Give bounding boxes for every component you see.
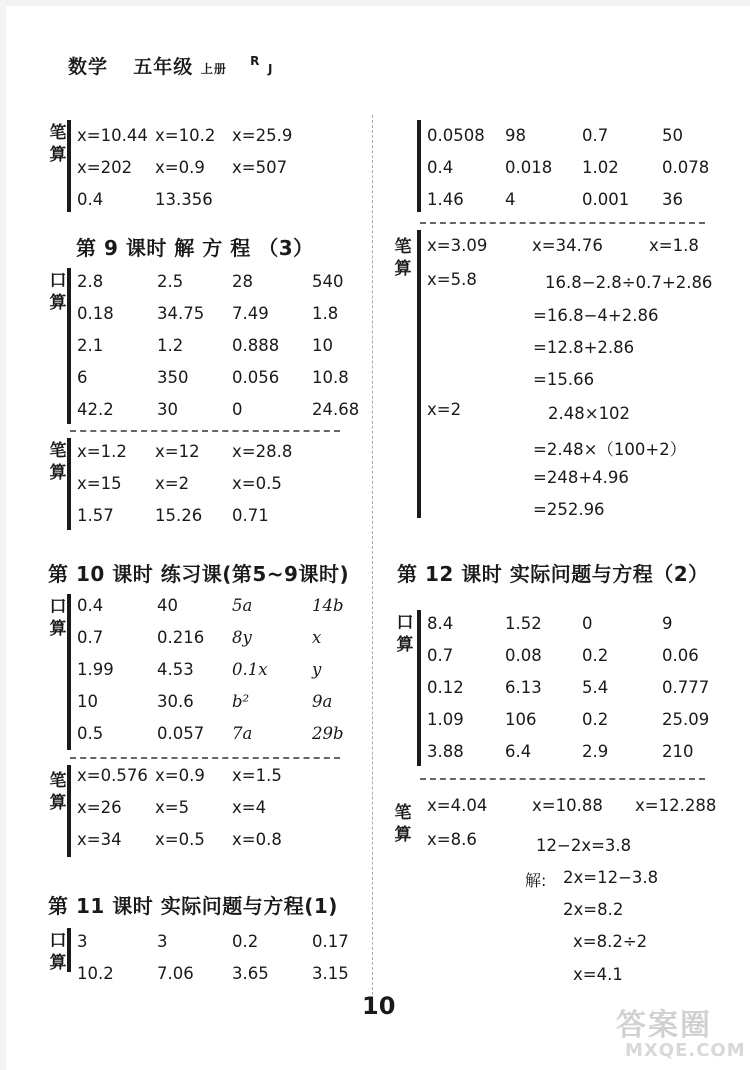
grid-cell: x=4 <box>232 798 267 817</box>
bisuan-row <box>427 230 717 262</box>
grid-cell: 0.001 <box>582 190 630 209</box>
grid-cell: x=0.576 <box>77 766 148 785</box>
calc-line: =252.96 <box>533 500 605 519</box>
grid-cell: 4.53 <box>157 660 194 679</box>
section-divider <box>420 778 705 780</box>
grid-cell: 0.4 <box>427 158 454 177</box>
grid-cell: 1.52 <box>505 614 542 633</box>
grid-cell: x=12 <box>155 442 200 461</box>
grid-cell: x=202 <box>77 158 133 177</box>
lesson-10-title: 第 10 课时 练习课(第5~9课时) <box>48 562 350 586</box>
grid-cell: 1.02 <box>582 158 619 177</box>
section-divider <box>70 430 340 432</box>
section-bar <box>417 230 421 518</box>
equation-line: 12−2x=3.8 <box>536 836 632 855</box>
section-bar <box>67 268 71 424</box>
label-kousuan: 口算 <box>396 613 414 655</box>
grid-cell: 5.4 <box>582 678 609 697</box>
grid-cell: 25.09 <box>662 710 710 729</box>
grid-cell: 0.7 <box>582 126 609 145</box>
answer-x86: x=8.6 <box>427 830 477 849</box>
label-bisuan: 笔算 <box>49 771 67 813</box>
grid-cell: 0.2 <box>582 710 609 729</box>
grid-cell: x=12.288 <box>635 796 717 815</box>
grid-cell: 0.2 <box>582 646 609 665</box>
section-bar <box>417 610 421 766</box>
grid-cell: 34.75 <box>157 304 205 323</box>
label-kousuan: 口算 <box>49 931 67 973</box>
grid-cell: 1.99 <box>77 660 114 679</box>
grid-cell: 540 <box>312 272 344 291</box>
grid-cell: x=0.9 <box>155 158 205 177</box>
grid-cell: 6.4 <box>505 742 532 761</box>
grid-cell: 50 <box>662 126 683 145</box>
grid-cell: x=5 <box>155 798 190 817</box>
grid-cell: 2.9 <box>582 742 609 761</box>
grid-cell: 42.2 <box>77 400 114 419</box>
watermark-url: MXQE.COM <box>625 1040 746 1061</box>
grid-cell: 2.5 <box>157 272 184 291</box>
lesson-11-title: 第 11 课时 实际问题与方程(1) <box>48 894 338 918</box>
grid-cell: b² <box>232 692 250 711</box>
grid-cell: 0.4 <box>77 596 104 615</box>
grid-cell: 0.777 <box>662 678 710 697</box>
bisuan-row <box>427 790 727 822</box>
grid-cell: 36 <box>662 190 683 209</box>
grid-cell: 106 <box>505 710 537 729</box>
grid-cell: x=28.8 <box>232 442 293 461</box>
grid-cell: 0.4 <box>77 190 104 209</box>
grid-cell: x=507 <box>232 158 288 177</box>
grid-cell: 1.09 <box>427 710 464 729</box>
grid-cell: x=34.76 <box>532 236 603 255</box>
grid-cell: 0.2 <box>232 932 259 951</box>
section-bar <box>67 765 71 857</box>
grid-cell: x=0.8 <box>232 830 282 849</box>
grid-cell: 9a <box>312 692 333 711</box>
calc-line: =12.8+2.86 <box>533 338 635 357</box>
section-bar <box>67 594 71 750</box>
grid-cell: 40 <box>157 596 178 615</box>
grid-cell: 10 <box>312 336 333 355</box>
grid-cell: 28 <box>232 272 253 291</box>
lesson-12-title: 第 12 课时 实际问题与方程（2） <box>397 562 709 586</box>
grid-cell: 10 <box>77 692 98 711</box>
grid-cell: 0 <box>232 400 243 419</box>
grid-cell: 98 <box>505 126 526 145</box>
header-subject: 数学 <box>68 56 109 78</box>
section-bar <box>67 120 71 212</box>
grid-cell: x=3.09 <box>427 236 488 255</box>
solution-step: 2x=12−3.8 <box>563 868 659 887</box>
answer-x2: x=2 <box>427 400 462 419</box>
grid-cell: 0.216 <box>157 628 205 647</box>
grid-cell: 0.06 <box>662 646 699 665</box>
grid-cell: 1.8 <box>312 304 339 323</box>
grid-cell: 350 <box>157 368 189 387</box>
grid-cell: 0.08 <box>505 646 542 665</box>
grid-cell: 0.7 <box>427 646 454 665</box>
calc-line: =2.48×（100+2） <box>533 440 687 459</box>
grid-cell: 1.2 <box>157 336 184 355</box>
grid-cell: 3 <box>77 932 88 951</box>
grid-cell: 210 <box>662 742 694 761</box>
header-edition-j: J <box>268 62 274 76</box>
label-bisuan: 笔算 <box>49 441 67 483</box>
grid-cell: 0.71 <box>232 506 269 525</box>
grid-cell: 1.57 <box>77 506 114 525</box>
grid-cell: 29b <box>312 724 344 743</box>
grid-cell: y <box>312 660 322 679</box>
solution-step: 2x=8.2 <box>563 900 624 919</box>
solution-label: 解: <box>525 871 547 890</box>
grid-cell: x <box>312 628 322 647</box>
grid-cell: 13.356 <box>155 190 213 209</box>
page-header <box>68 52 274 79</box>
grid-cell: 0.1x <box>232 660 268 679</box>
page-number: 10 <box>362 992 396 1020</box>
grid-cell: x=0.9 <box>155 766 205 785</box>
grid-cell: 30.6 <box>157 692 194 711</box>
grid-cell: x=0.5 <box>232 474 282 493</box>
calc-line: 2.48×102 <box>548 404 631 423</box>
grid-cell: 10.2 <box>77 964 114 983</box>
grid-cell: 6 <box>77 368 88 387</box>
grid-cell: 15.26 <box>155 506 203 525</box>
grid-cell: 3 <box>157 932 168 951</box>
grid-cell: x=10.2 <box>155 126 216 145</box>
grid-cell: 7.49 <box>232 304 269 323</box>
grid-cell: 4 <box>505 190 516 209</box>
grid-cell: 14b <box>312 596 344 615</box>
section-bar <box>67 928 71 972</box>
header-volume: 上册 <box>200 62 227 76</box>
grid-cell: 3.15 <box>312 964 349 983</box>
grid-cell: 5a <box>232 596 253 615</box>
grid-cell: 10.8 <box>312 368 349 387</box>
answer-x58: x=5.8 <box>427 270 477 289</box>
label-kousuan: 口算 <box>49 271 67 313</box>
grid-cell: 0.018 <box>505 158 553 177</box>
grid-cell: 24.68 <box>312 400 360 419</box>
grid-cell: x=0.5 <box>155 830 205 849</box>
grid-cell: 0.056 <box>232 368 280 387</box>
section-divider <box>420 222 705 224</box>
section-divider <box>70 757 340 759</box>
grid-cell: 7.06 <box>157 964 194 983</box>
grid-cell: 7a <box>232 724 253 743</box>
label-bisuan: 笔算 <box>394 237 412 279</box>
calc-line: =16.8−4+2.86 <box>533 306 659 325</box>
grid-cell: 9 <box>662 614 673 633</box>
grid-cell: x=10.88 <box>532 796 603 815</box>
grid-cell: x=1.5 <box>232 766 282 785</box>
grid-cell: 0.0508 <box>427 126 485 145</box>
grid-cell: 0.5 <box>77 724 104 743</box>
grid-cell: x=10.44 <box>77 126 148 145</box>
label-kousuan: 口算 <box>49 597 67 639</box>
grid-cell: 3.65 <box>232 964 269 983</box>
label-bisuan: 笔算 <box>49 123 67 165</box>
grid-cell: 0 <box>582 614 593 633</box>
solution-step: x=8.2÷2 <box>573 932 648 951</box>
solution-step: x=4.1 <box>573 965 623 984</box>
grid-cell: 2.8 <box>77 272 104 291</box>
grid-cell: x=25.9 <box>232 126 293 145</box>
grid-cell: 8.4 <box>427 614 454 633</box>
section-bar <box>67 438 71 530</box>
grid-cell: 1.46 <box>427 190 464 209</box>
calc-line: =248+4.96 <box>533 468 629 487</box>
grid-cell: x=4.04 <box>427 796 488 815</box>
label-bisuan: 笔算 <box>394 803 412 845</box>
grid-cell: 30 <box>157 400 178 419</box>
scan-edge-top <box>0 0 750 6</box>
grid-cell: x=34 <box>77 830 122 849</box>
watermark-logo: 答案圈 <box>616 1008 712 1043</box>
grid-cell: x=26 <box>77 798 122 817</box>
header-grade: 五年级 <box>133 56 194 78</box>
grid-cell: 2.1 <box>77 336 104 355</box>
grid-cell: 0.17 <box>312 932 349 951</box>
grid-cell: x=2 <box>155 474 190 493</box>
header-edition-r: R <box>250 54 261 68</box>
grid-cell: 6.13 <box>505 678 542 697</box>
grid-cell: 0.18 <box>77 304 114 323</box>
grid-cell: 3.88 <box>427 742 464 761</box>
grid-cell: x=1.2 <box>77 442 127 461</box>
lesson-9-title: 第 9 课时 解 方 程 （3） <box>76 236 314 260</box>
grid-cell: x=1.8 <box>649 236 699 255</box>
scan-edge-left <box>0 0 6 1070</box>
grid-cell: 0.888 <box>232 336 280 355</box>
grid-cell: 0.057 <box>157 724 205 743</box>
calc-line: =15.66 <box>533 370 595 389</box>
calc-line: 16.8−2.8÷0.7+2.86 <box>545 273 713 292</box>
grid-cell: 0.078 <box>662 158 710 177</box>
grid-cell: 8y <box>232 628 252 647</box>
section-bar <box>417 120 421 212</box>
grid-cell: x=15 <box>77 474 122 493</box>
grid-cell: 0.12 <box>427 678 464 697</box>
grid-cell: 0.7 <box>77 628 104 647</box>
column-divider <box>372 115 373 995</box>
